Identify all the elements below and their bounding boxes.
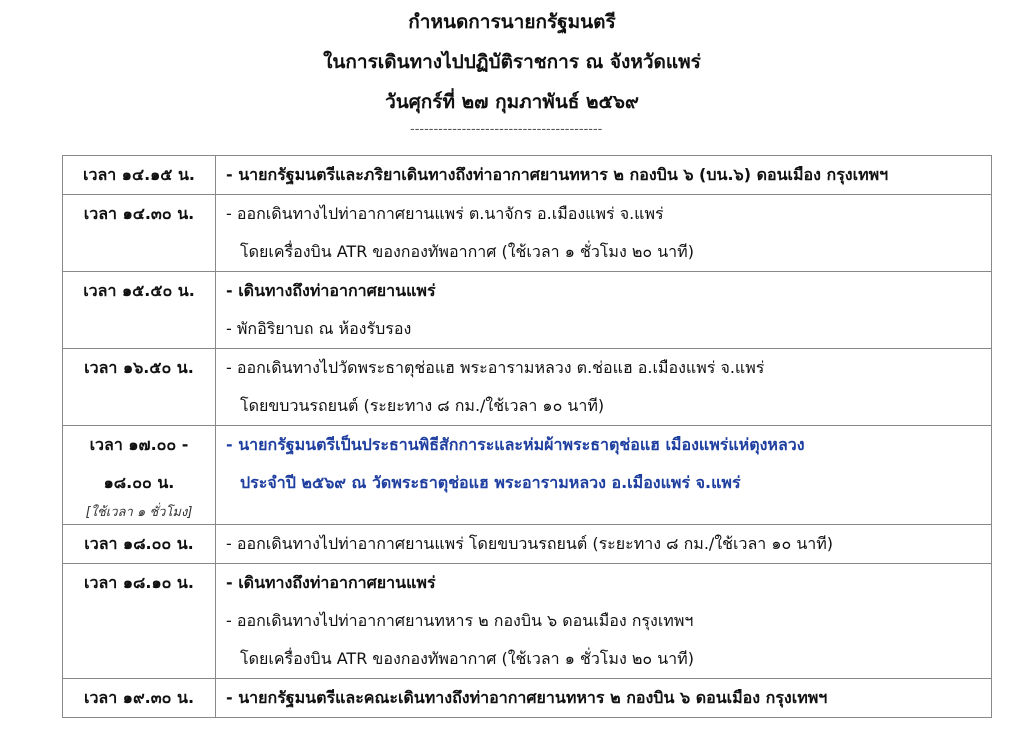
description-cell (216, 195, 992, 272)
table-row (63, 156, 992, 195)
schedule-item-detail: โดยขบวนรถยนต์ (ระยะทาง ๘ กม./ใช้เวลา ๑๐ นาที) (240, 396, 605, 415)
time-label: เวลา ๑๙.๓๐ น. (83, 688, 195, 707)
table-row (63, 349, 992, 426)
schedule-item: - พักอิริยาบถ ณ ห้องรับรอง (226, 319, 412, 338)
table-row (63, 272, 992, 349)
schedule-item: - ออกเดินทางไปท่าอากาศยานแพร่ โดยขบวนรถยนต์ (ระยะทาง ๘ กม./ใช้เวลา ๑๐ นาที) (226, 534, 834, 553)
table-row (63, 679, 992, 718)
time-cell (63, 349, 216, 426)
schedule-item-highlight: - นายกรัฐมนตรีเป็นประธานพิธีสักการะและห่มผ้าพระธาตุช่อแฮ เมืองแพร่แห่ตุงหลวง (226, 435, 805, 454)
time-label: เวลา ๑๗.๐๐ - (89, 435, 189, 454)
description-cell (216, 349, 992, 426)
description-cell (216, 272, 992, 349)
schedule-item: - เดินทางถึงท่าอากาศยานแพร่ (226, 573, 436, 592)
time-label: เวลา ๑๘.๑๐ น. (84, 573, 194, 592)
page-title: กำหนดการนายกรัฐมนตรี (408, 11, 616, 33)
table-row (63, 195, 992, 272)
time-label: เวลา ๑๔.๑๕ น. (82, 165, 195, 184)
schedule-item-highlight-detail: ประจำปี ๒๕๖๙ ณ วัดพระธาตุช่อแฮ พระอารามหลวง อ.เมืองแพร่ จ.แพร่ (240, 473, 741, 492)
duration-note: [ใช้เวลา ๑ ชั่วโมง] (85, 505, 193, 520)
time-label: เวลา ๑๖.๕๐ น. (84, 358, 194, 377)
page-date: วันศุกร์ที่ ๒๗ กุมภาพันธ์ ๒๕๖๙ (385, 91, 639, 113)
schedule-table (62, 155, 992, 718)
time-cell (63, 156, 216, 195)
schedule-item: - นายกรัฐมนตรีและคณะเดินทางถึงท่าอากาศยานทหาร ๒ กองบิน ๖ ดอนเมือง กรุงเทพฯ (226, 688, 828, 707)
schedule-item-detail: โดยเครื่องบิน ATR ของกองทัพอากาศ (ใช้เวลา ๑ ชั่วโมง ๒๐ นาที) (240, 242, 694, 261)
time-label-end: ๑๘.๐๐ น. (103, 473, 175, 492)
description-cell (216, 525, 992, 564)
description-cell (216, 426, 992, 525)
description-cell (216, 564, 992, 679)
schedule-header (0, 0, 1024, 122)
description-cell (216, 156, 992, 195)
table-row (63, 525, 992, 564)
table-row (63, 426, 992, 525)
schedule-item: - ออกเดินทางไปท่าอากาศยานแพร่ ต.นาจักร อ.เมืองแพร่ จ.แพร่ (226, 204, 664, 223)
time-cell (63, 272, 216, 349)
time-cell (63, 679, 216, 718)
table-row (63, 564, 992, 679)
time-label: เวลา ๑๔.๓๐ น. (83, 204, 195, 223)
schedule-item-detail: โดยเครื่องบิน ATR ของกองทัพอากาศ (ใช้เวลา ๑ ชั่วโมง ๒๐ นาที) (240, 649, 694, 668)
schedule-item: - ออกเดินทางไปท่าอากาศยานทหาร ๒ กองบิน ๖ ดอนเมือง กรุงเทพฯ (226, 611, 694, 630)
header-divider: ----------------------------------------- (410, 122, 603, 137)
time-cell (63, 564, 216, 679)
time-label: เวลา ๑๘.๐๐ น. (84, 534, 194, 553)
time-cell (63, 195, 216, 272)
time-label: เวลา ๑๕.๕๐ น. (83, 281, 195, 300)
page-subtitle: ในการเดินทางไปปฏิบัติราชการ ณ จังหวัดแพร่ (323, 51, 701, 73)
schedule-item: - นายกรัฐมนตรีและภริยาเดินทางถึงท่าอากาศยานทหาร ๒ กองบิน ๖ (บน.๖) ดอนเมือง กรุงเทพฯ (226, 165, 889, 184)
schedule-item: - ออกเดินทางไปวัดพระธาตุช่อแฮ พระอารามหลวง ต.ช่อแฮ อ.เมืองแพร่ จ.แพร่ (226, 358, 765, 377)
time-cell (63, 426, 216, 525)
description-cell (216, 679, 992, 718)
schedule-item: - เดินทางถึงท่าอากาศยานแพร่ (226, 281, 436, 300)
time-cell (63, 525, 216, 564)
